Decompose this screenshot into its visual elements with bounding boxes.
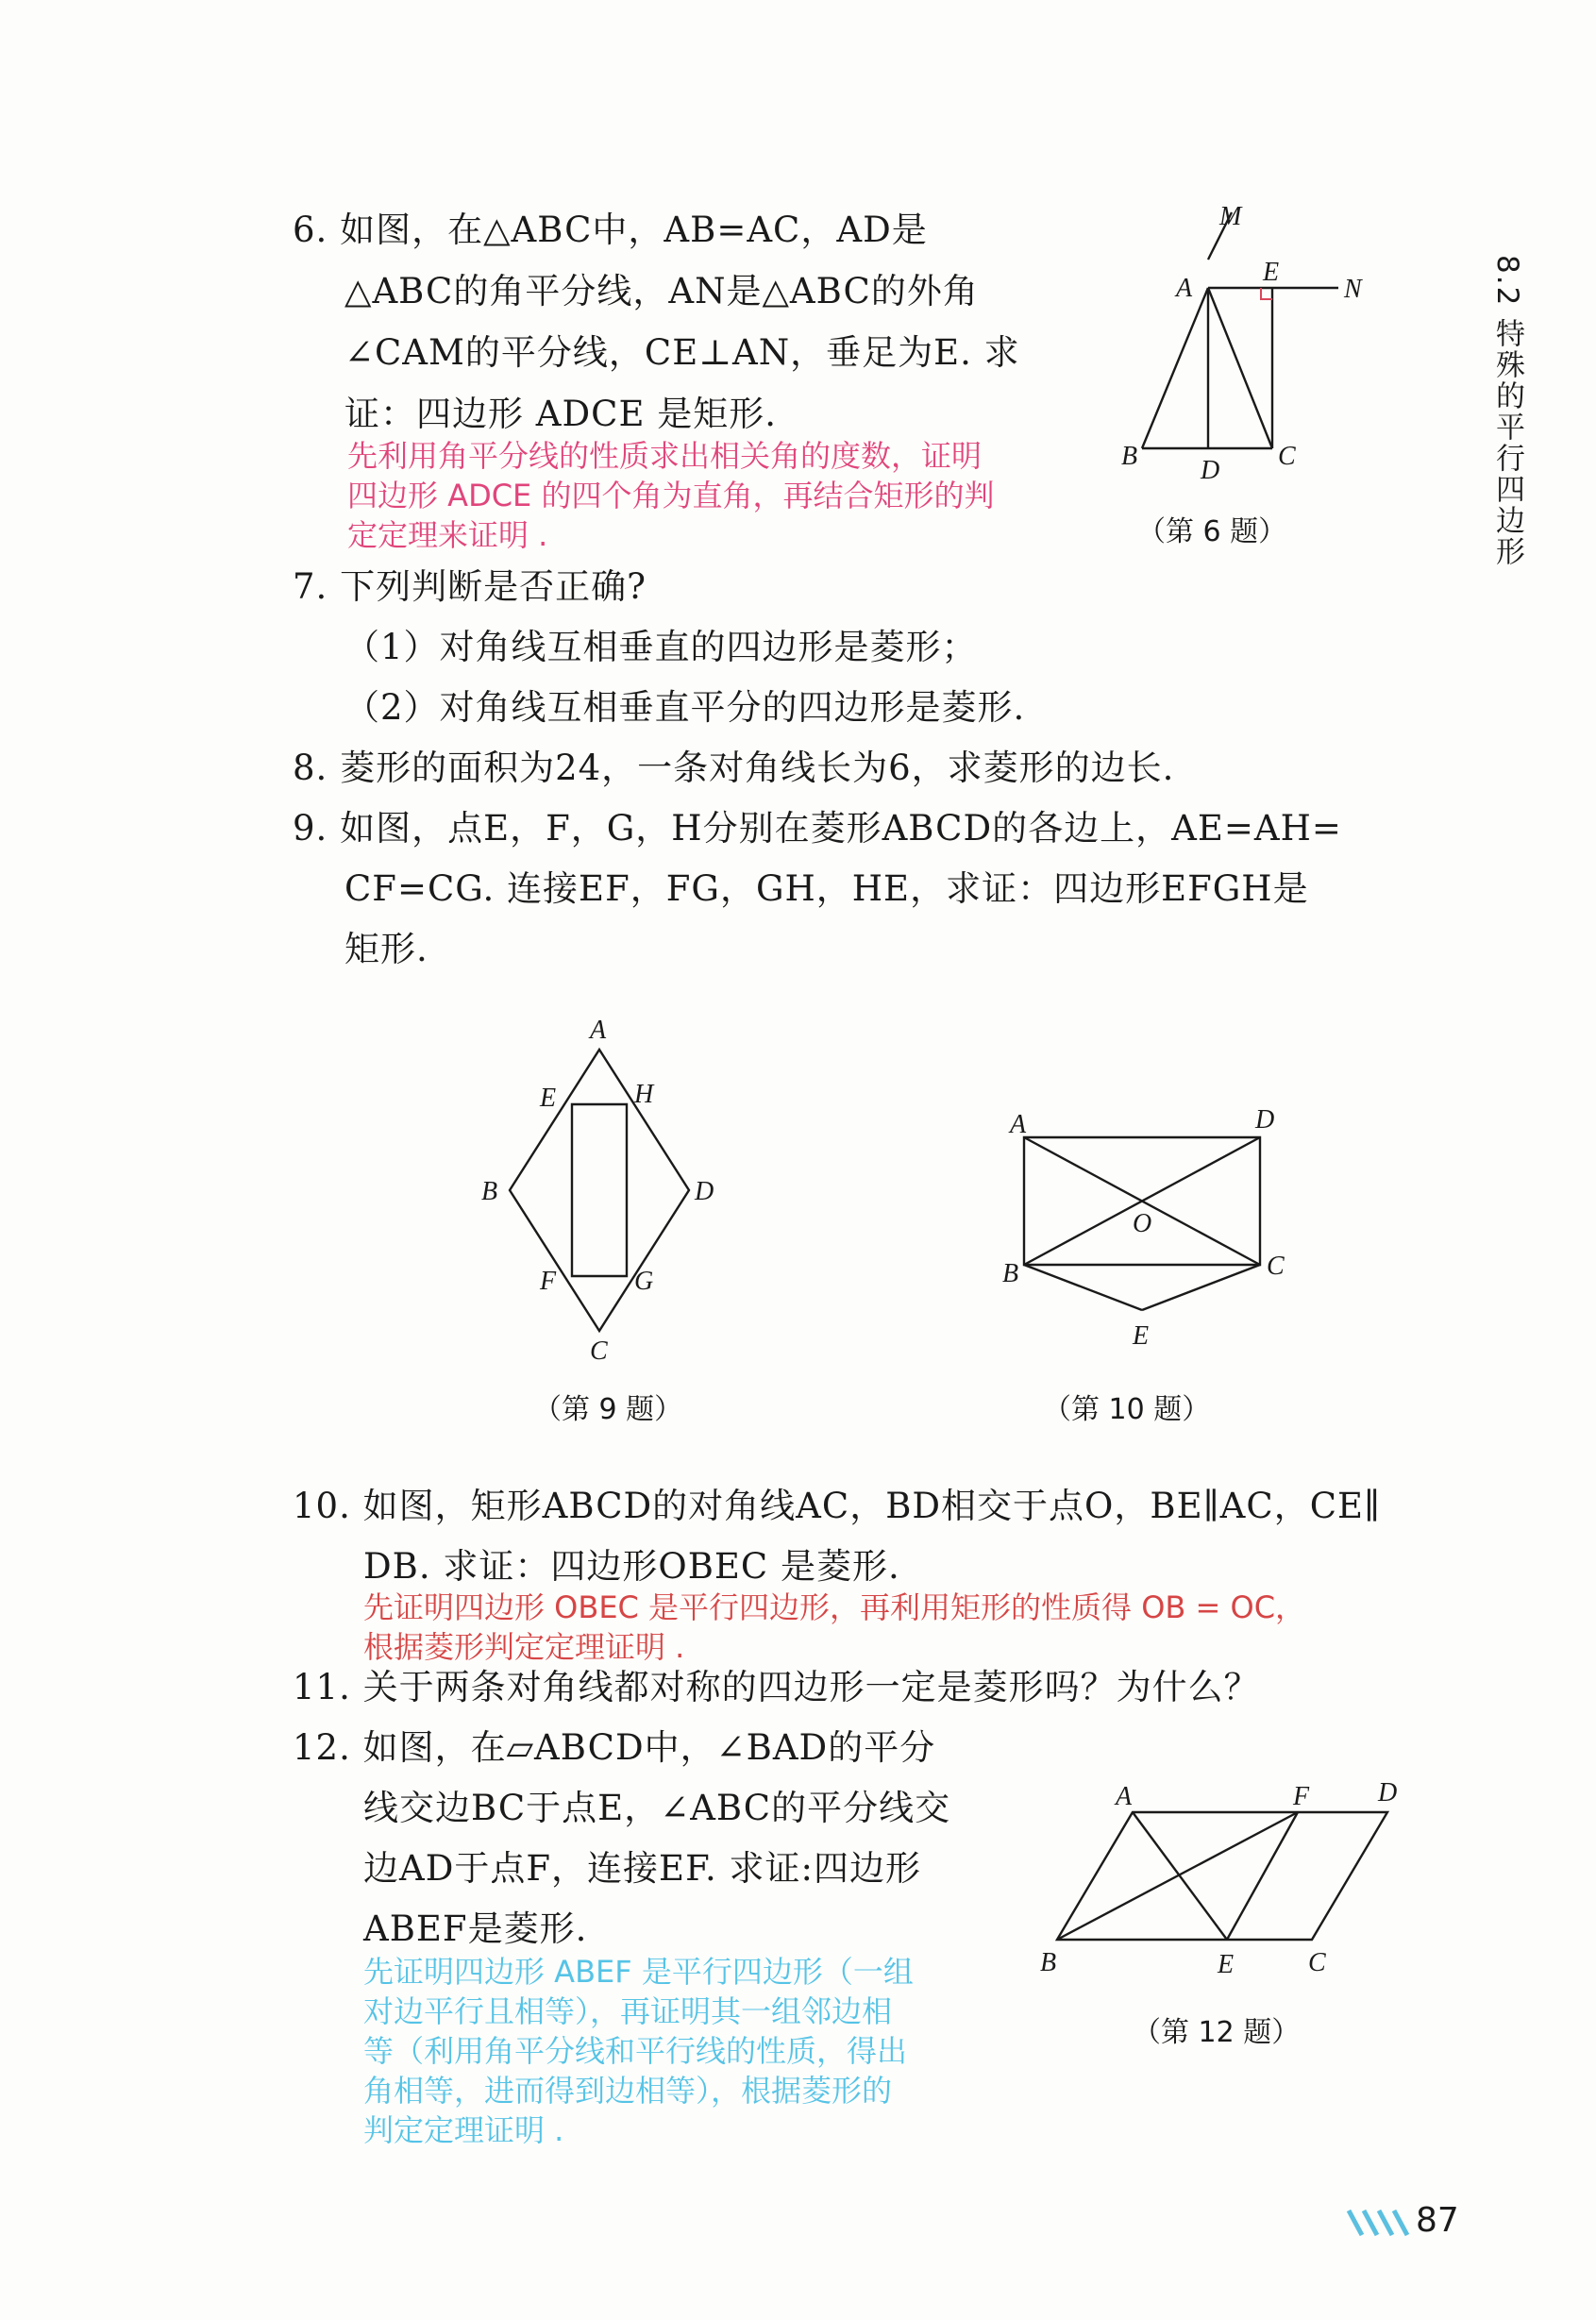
q12-label-d: D [1378, 1778, 1398, 1807]
q10-hint-2: 根据菱形判定定理证明 . [363, 1629, 685, 1665]
q6-label-b: B [1121, 442, 1138, 471]
q12-line-4: ABEF是菱形. [363, 1908, 588, 1949]
q12-line-1: 12. 如图，在▱ABCD中，∠BAD的平分 [293, 1727, 936, 1768]
q6-hint-1: 先利用角平分线的性质求出相关角的度数，证明 [347, 438, 983, 474]
q9-line-1: 9. 如图，点E，F，G，H分别在菱形ABCD的各边上，AE=AH= [293, 808, 1342, 849]
q9-label-a: A [590, 1016, 607, 1045]
page-number: 87 [1416, 2201, 1459, 2240]
q6-label-a: A [1176, 274, 1193, 303]
q6-line-2: △ABC的角平分线，AN是△ABC的外角 [344, 271, 979, 311]
q6-caption: （第 6 题） [1137, 515, 1287, 548]
q6-line-1: 6. 如图，在△ABC中，AB=AC，AD是 [293, 210, 928, 250]
q12-parallelogram-abcd [1057, 1812, 1387, 1940]
q6-hint-2: 四边形 ADCE 的四个角为直角，再结合矩形的判 [347, 478, 995, 513]
q9-label-h: H [634, 1080, 654, 1109]
q9-line-2: CF=CG. 连接EF，FG，GH，HE，求证：四边形EFGH是 [344, 868, 1309, 909]
q10-label-a: A [1010, 1110, 1027, 1139]
q9-label-c: C [590, 1337, 608, 1366]
q9-caption: （第 9 题） [533, 1393, 683, 1426]
q9-rhombus-abcd [510, 1050, 689, 1331]
q12-line-3: 边AD于点F，连接EF. 求证:四边形 [363, 1848, 921, 1889]
q10-caption: （第 10 题） [1043, 1393, 1211, 1426]
q10-figure [991, 1095, 1302, 1359]
q6-label-m: M [1219, 203, 1242, 231]
q7-line-1: 7. 下列判断是否正确? [293, 566, 647, 607]
side-section-title: 8.2 特殊的平行四边形 [1490, 255, 1524, 568]
q10-segment-ce [1142, 1265, 1260, 1310]
q6-hint-3: 定定理来证明 . [347, 517, 548, 553]
q6-label-n: N [1344, 275, 1362, 304]
page-number-decoration-icon [1345, 2207, 1411, 2239]
q12-line-2: 线交边BC于点E，∠ABC的平分线交 [363, 1788, 951, 1828]
q12-label-c: C [1308, 1948, 1326, 1977]
q9-figure [481, 1000, 727, 1369]
q7-line-2: （1）对角线互相垂直的四边形是菱形； [344, 627, 978, 667]
q12-label-f: F [1293, 1782, 1310, 1811]
q9-line-3: 矩形. [344, 929, 428, 969]
q12-label-a: A [1116, 1782, 1133, 1811]
q9-label-d: D [695, 1177, 714, 1206]
q12-label-e: E [1218, 1950, 1235, 1979]
q12-caption: （第 12 题） [1133, 2016, 1301, 2049]
q9-rectangle-efgh [572, 1104, 627, 1276]
q12-label-b: B [1040, 1948, 1057, 1977]
q9-label-e: E [540, 1084, 557, 1113]
q6-label-d: D [1201, 456, 1220, 485]
q11-line-1: 11. 关于两条对角线都对称的四边形一定是菱形吗？为什么？ [293, 1667, 1260, 1707]
q12-hint-5: 判定定理证明 . [363, 2112, 564, 2148]
q10-hint-1: 先证明四边形 OBEC 是平行四边形，再利用矩形的性质得 OB = OC， [363, 1589, 1306, 1625]
q12-hint-3: 等（利用角平分线和平行线的性质，得出 [363, 2033, 908, 2069]
q9-label-b: B [481, 1177, 498, 1206]
q10-line-1: 10. 如图，矩形ABCD的对角线AC，BD相交于点O，BE∥AC，CE∥ [293, 1486, 1382, 1526]
q8-line-1: 8. 菱形的面积为24，一条对角线长为6，求菱形的边长. [293, 748, 1175, 788]
q12-hint-4: 角相等，进而得到边相等），根据菱形的 [363, 2073, 893, 2109]
q10-label-c: C [1267, 1252, 1285, 1281]
q6-right-angle-mark [1261, 288, 1272, 299]
q10-label-d: D [1255, 1105, 1275, 1135]
q9-label-g: G [634, 1267, 654, 1296]
q12-hint-1: 先证明四边形 ABEF 是平行四边形（一组 [363, 1954, 914, 1990]
q6-side-ab [1142, 288, 1208, 448]
q6-label-e: E [1263, 258, 1280, 287]
q10-label-b: B [1002, 1259, 1019, 1288]
q9-label-f: F [540, 1267, 557, 1296]
q6-side-ac [1208, 288, 1272, 448]
q7-line-3: （2）对角线互相垂直平分的四边形是菱形. [344, 687, 1026, 728]
q12-hint-2: 对边平行且相等），再证明其一组邻边相 [363, 1993, 893, 2029]
q6-label-c: C [1278, 442, 1296, 471]
q6-figure [1114, 203, 1378, 486]
q10-segment-be [1024, 1265, 1142, 1310]
q6-line-3: ∠CAM的平分线，CE⊥AN，垂足为E. 求 [344, 332, 1020, 373]
q10-label-e: E [1133, 1321, 1150, 1351]
q10-label-o: O [1133, 1209, 1152, 1238]
q12-figure [1029, 1765, 1425, 1982]
q10-line-2: DB. 求证：四边形OBEC 是菱形. [363, 1546, 900, 1587]
q6-line-4: 证：四边形 ADCE 是矩形. [344, 394, 777, 434]
